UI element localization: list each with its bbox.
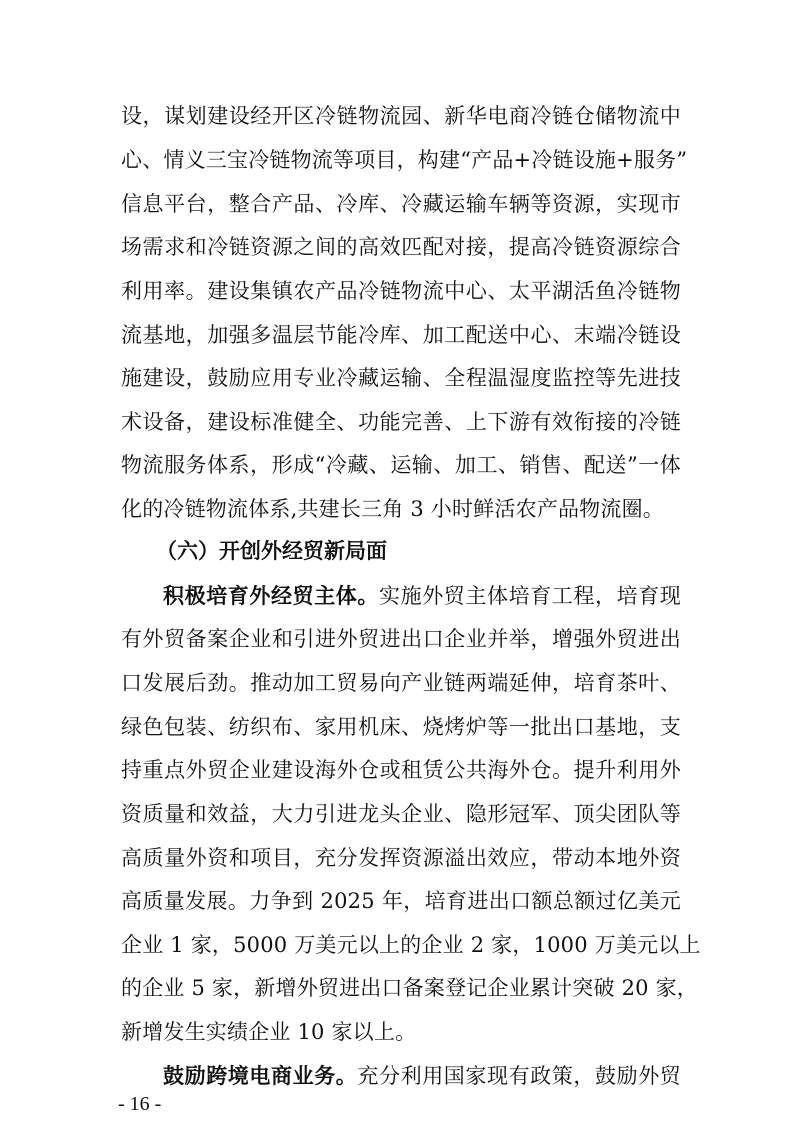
paragraph1-line-4: 场需求和冷链资源之间的高效匹配对接，提高冷链资源综合 <box>121 235 681 259</box>
paragraph1-line-9: 物流服务体系，形成“冷藏、运输、加工、销售、配送”一体 <box>121 453 681 477</box>
paragraph2-line-6: 资质量和效益，大力引进龙头企业、隐形冠军、顶尖团队等 <box>121 802 681 826</box>
paragraph2-line-2: 有外贸备案企业和引进外贸进出口企业并举，增强外贸进出 <box>121 627 681 651</box>
paragraph1-line-10: 化的冷链物流体系,共建长三角 3 小时鲜活农产品物流圈。 <box>121 497 664 521</box>
paragraph1-line-8: 术设备，建设标准健全、功能完善、上下游有效衔接的冷链 <box>121 410 681 434</box>
paragraph1-line-2: 心、情义三宝冷链物流等项目，构建“产品+冷链设施+服务” <box>121 148 688 172</box>
paragraph2-line-8: 高质量发展。力争到 2025 年，培育进出口额总额过亿美元 <box>121 889 681 913</box>
paragraph2-line-10: 的企业 5 家，新增外贸进出口备案登记企业累计突破 20 家， <box>121 976 698 1000</box>
paragraph1-line-1: 设，谋划建设经开区冷链物流园、新华电商冷链仓储物流中 <box>121 104 681 128</box>
paragraph2-line-5: 持重点外贸企业建设海外仓或租赁公共海外仓。提升利用外 <box>121 758 681 782</box>
paragraph1-line-7: 施建设，鼓励应用专业冷藏运输、全程温湿度监控等先进技 <box>121 366 681 390</box>
paragraph1-line-5: 利用率。建设集镇农产品冷链物流中心、太平湖活鱼冷链物 <box>121 279 681 303</box>
paragraph2-line-9: 企业 1 家，5000 万美元以上的企业 2 家，1000 万美元以上 <box>121 933 701 957</box>
paragraph2-bold-lead: 积极培育外经贸主体。 <box>163 583 379 608</box>
paragraph2-line-1 <box>163 581 681 611</box>
paragraph2-line-4: 绿色包装、纺织布、家用机床、烧烤炉等一批出口基地，支 <box>121 715 681 739</box>
paragraph2-line-3: 口发展后劲。推动加工贸易向产业链两端延伸，培育茶叶、 <box>121 671 681 695</box>
paragraph3-bold-lead: 鼓励跨境电商业务。 <box>163 1063 358 1088</box>
paragraph1-line-6: 流基地，加强多温层节能冷库、加工配送中心、末端冷链设 <box>121 323 681 347</box>
paragraph2-line-11: 新增发生实绩企业 10 家以上。 <box>121 1020 417 1044</box>
paragraph1-line-3: 信息平台，整合产品、冷库、冷藏运输车辆等资源，实现市 <box>121 192 681 216</box>
paragraph2-line-7: 高质量外资和项目，充分发挥资源溢出效应，带动本地外资 <box>121 846 681 870</box>
paragraph3-first-line-rest: 充分利用国家现有政策，鼓励外贸 <box>357 1064 681 1088</box>
paragraph2-first-line-rest: 实施外贸主体培育工程，培育现 <box>379 584 681 608</box>
page-number: - 16 - <box>118 1093 162 1115</box>
section-heading: （六）开创外经贸新局面 <box>156 538 387 563</box>
paragraph3-line-1 <box>163 1061 681 1091</box>
